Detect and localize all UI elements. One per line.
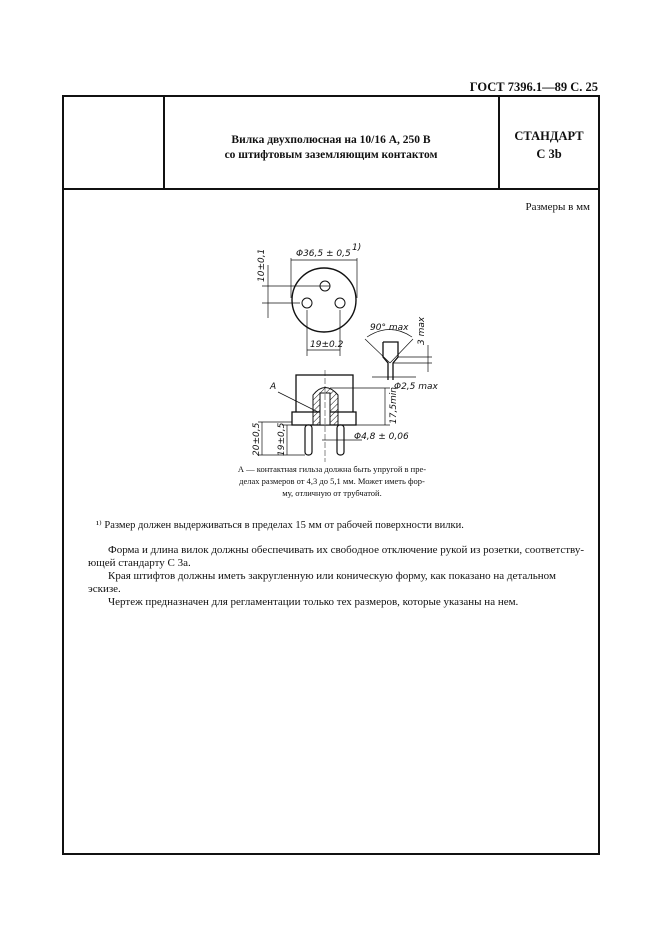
p1-line-1: Форма и длина вилок должны обеспечивать их свободное отключение рукой из розетки, соответству-: [108, 544, 585, 556]
title-line-2: со штифтовым заземляющим контактом: [224, 149, 438, 161]
body-paragraph-2: [88, 570, 588, 596]
dim-pin-tip: Φ2,5 max: [394, 382, 438, 392]
p2-line-1: Края штифтов должны иметь закругленную или коническую форму, как показано на детальном: [108, 570, 556, 582]
footnote: ¹⁾ Размер должен выдерживаться в пределах 15 мм от рабочей поверхности вилки.: [96, 520, 464, 531]
p2-line-2: эскизе.: [88, 583, 121, 595]
dim-diameter: Φ36,5 ± 0,5: [296, 249, 351, 259]
dim-total-height: 20±0,5: [252, 422, 262, 456]
label-sleeve-a: A: [270, 382, 277, 392]
units-note: Размеры в мм: [525, 201, 590, 213]
caption-line-1: А — контактная гильза должна быть упругой в пре-: [237, 464, 427, 474]
dim-angle: 90° max: [370, 323, 409, 333]
title-line-1: Вилка двухполюсная на 10/16 А, 250 В: [231, 134, 431, 146]
drawing-caption: [212, 463, 452, 499]
page-header-standard-ref: ГОСТ 7396.1—89 С. 25: [469, 80, 598, 94]
caption-line-3: му, отличную от трубчатой.: [282, 488, 382, 498]
dim-pin-length: 19±0,5: [277, 422, 287, 456]
body-paragraph-3: Чертеж предназначен для регламентации только тех размеров, которые указаны на нем.: [108, 596, 519, 608]
body-paragraph-1: [88, 544, 588, 570]
dim-offset: 10±0,1: [257, 248, 267, 282]
dim-sleeve: 17,5min: [389, 386, 399, 424]
dim-diameter-footnote: 1): [352, 243, 362, 253]
dim-tip: 3 max: [417, 316, 427, 345]
p1-line-2: ющей стандарту С 3а.: [88, 557, 191, 569]
dim-pin-diameter: Φ4,8 ± 0,06: [354, 432, 409, 442]
dim-spacing: 19±0.2: [310, 340, 344, 350]
standard-code: С 3b: [536, 147, 562, 161]
caption-line-2: делах размеров от 4,3 до 5,1 мм. Может иметь фор-: [239, 476, 425, 486]
standard-label: СТАНДАРТ: [514, 129, 584, 143]
